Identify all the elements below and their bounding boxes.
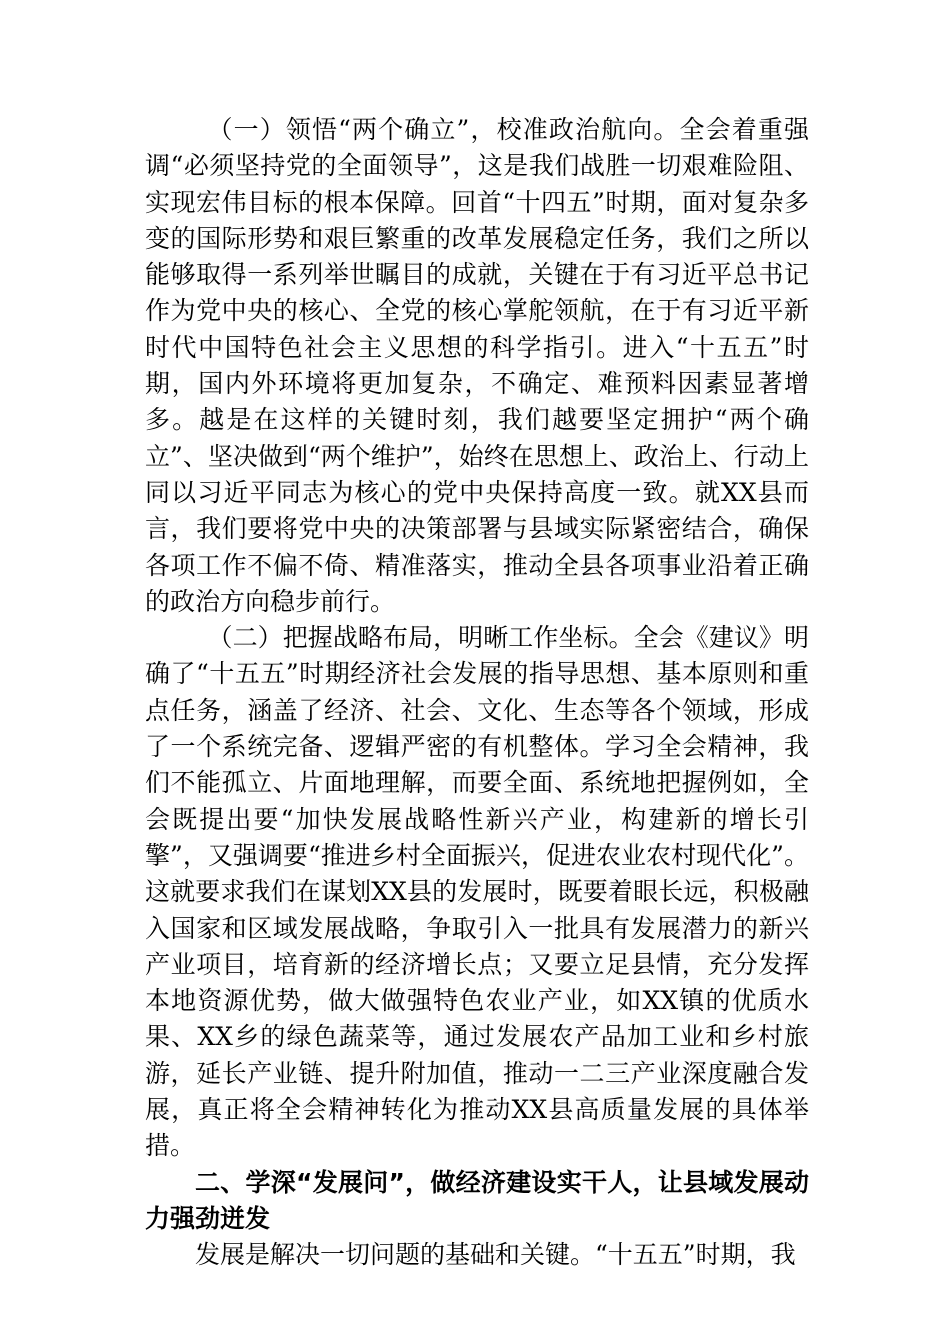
- section-heading-development: 二、学深“发展问”，做经济建设实干人，让县域发展动力强劲迸发: [145, 1167, 809, 1233]
- paragraph-development-intro: 发展是解决一切问题的基础和关键。“十五五”时期，我: [195, 1240, 796, 1270]
- paragraph-political-direction: （一）领悟“两个确立”，校准政治航向。全会着重强调“必须坚持党的全面领导”，这是我们战胜一切艰难险阻、实现宏伟目标的根本保障。回首“十四五”时期，面对复杂多变的国际形势和艰巨繁重的改革发展稳定任务，我们之所以能够取得一系列举世瞩目的成就，关键在于有习近平总书记作为党中央的核心、全党的核心掌舵领航，在于有习近平新时代中国特色社会主义思想的科学指引。进入“十五五”时期，国内外环境将更加复杂，不确定、难预料因素显著增多。越是在这样的关键时刻，我们越要坚定拥护“两个确立”、坚决做到“两个维护”，始终在思想上、政治上、行动上同以习近平同志为核心的党中央保持高度一致。就XX县而言，我们要将党中央的决策部署与县域实际紧密结合，确保各项工作不偏不倚、精准落实，推动全县各项事业沿着正确的政治方向稳步前行。: [145, 115, 809, 616]
- paragraph-strategic-layout: （二）把握战略布局，明晰工作坐标。全会《建议》明确了“十五五”时期经济社会发展的指导思想、基本原则和重点任务，涵盖了经济、社会、文化、生态等各个领域，形成了一个系统完备、逻辑严密的有机整体。学习全会精神，我们不能孤立、片面地理解，而要全面、系统地把握例如，全会既提出要“加快发展战略性新兴产业，构建新的增长引擎”，又强调要“推进乡村全面振兴，促进农业农村现代化”。这就要求我们在谋划XX县的发展时，既要着眼长远，积极融入国家和区域发展战略，争取引入一批具有发展潜力的新兴产业项目，培育新的经济增长点；又要立足县情，充分发挥本地资源优势，做大做强特色农业产业，如XX镇的优质水果、XX乡的绿色蔬菜等，通过发展农产品加工业和乡村旅游，延长产业链、提升附加值，推动一二三产业深度融合发展，真正将全会精神转化为推动XX县高质量发展的具体举措。: [145, 623, 809, 1161]
- document-page: [145, 112, 809, 1274]
